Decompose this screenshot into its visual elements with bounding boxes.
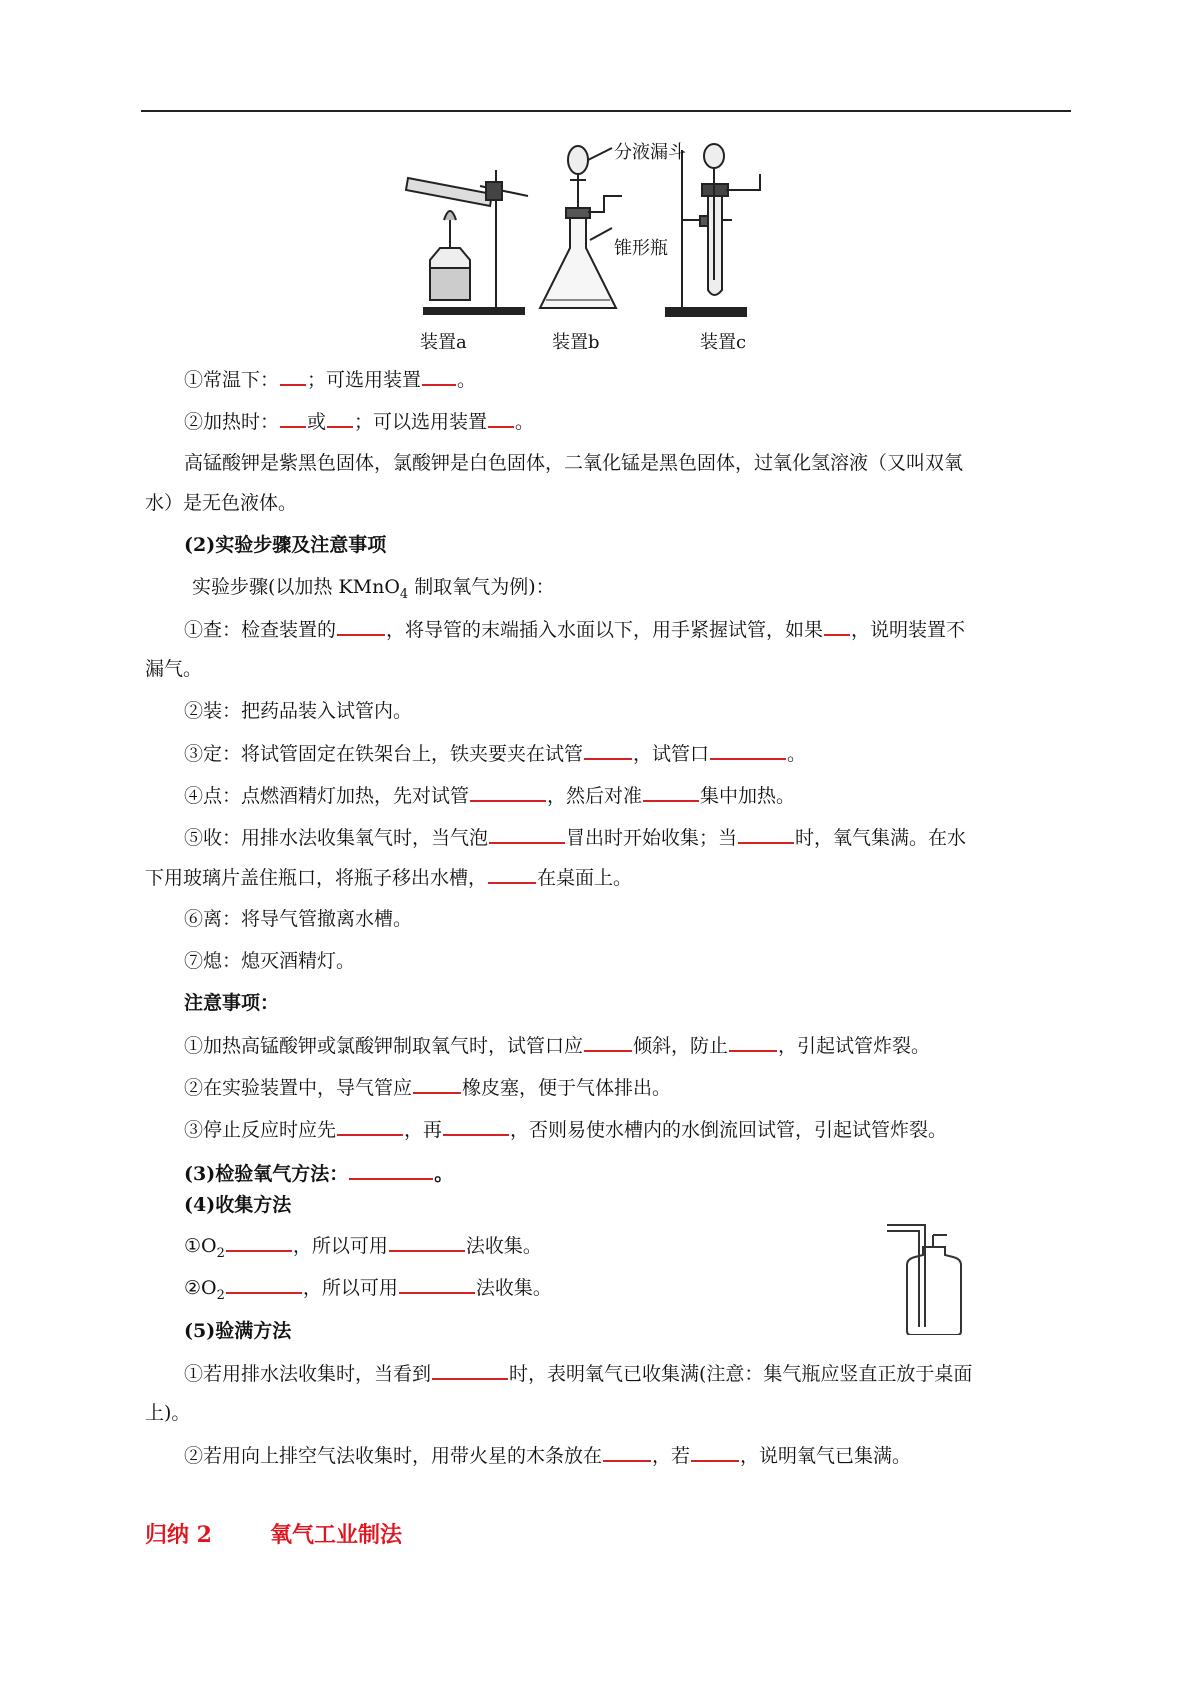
apparatus-c — [666, 144, 760, 316]
blank[interactable] — [603, 1442, 651, 1462]
step-ignite: ④点：点燃酒精灯加热，先对试管 ，然后对准 集中加热。 — [184, 782, 795, 809]
heading-steps: (2)实验步骤及注意事项 — [184, 534, 387, 556]
callout-flask: 锥形瓶 — [614, 238, 668, 259]
step-fix: ③定：将试管固定在铁架台上，铁夹要夹在试管 ，试管口 。 — [184, 740, 806, 767]
full-check-1-cont: 上)。 — [145, 1402, 191, 1424]
step-collect: ⑤收：用排水法收集氧气时，当气泡 冒出时开始收集；当 时，氧气集满。在水 — [184, 824, 966, 851]
label-b: 装置b — [552, 332, 600, 353]
blank[interactable] — [489, 824, 565, 844]
blank[interactable] — [710, 740, 786, 760]
blank[interactable] — [226, 1274, 302, 1294]
blank[interactable] — [443, 1116, 509, 1136]
blank[interactable] — [327, 408, 353, 428]
line-room-temp: ①常温下： ；可选用装置 。 — [184, 366, 476, 393]
note-2: ②在实验装置中，导气管应 橡皮塞，便于气体排出。 — [184, 1074, 671, 1101]
para-colors-1: 高锰酸钾是紫黑色固体，氯酸钾是白色固体，二氧化锰是黑色固体，过氧化氢溶液（又叫双氧 — [184, 452, 964, 474]
blank[interactable] — [584, 1032, 632, 1052]
collect-1: $①O_2$ ，所以可用 法收集。 — [184, 1232, 542, 1267]
blank[interactable] — [738, 824, 794, 844]
note-1: ①加热高锰酸钾或氯酸钾制取氧气时，试管口应 倾斜，防止 ，引起试管炸裂。 — [184, 1032, 930, 1059]
label-c: 装置c — [700, 332, 747, 353]
apparatus-figure — [400, 140, 840, 360]
section-heading-2 — [145, 1518, 402, 1549]
line-heating: ②加热时： 或 ；可以选用装置 。 — [184, 408, 534, 435]
collect-2: $②O_2$ ，所以可用 法收集。 — [184, 1274, 552, 1309]
section-title: 氧气工业制法 — [269, 1522, 402, 1548]
blank[interactable] — [488, 864, 536, 884]
apparatus-b — [540, 146, 622, 308]
apparatus-a — [406, 170, 528, 314]
blank[interactable] — [432, 1360, 508, 1380]
gas-bottle-figure — [885, 1215, 965, 1335]
heading-collection: (4)收集方法 — [184, 1194, 292, 1216]
heading-notes: 注意事项： — [184, 992, 280, 1014]
step-extinguish: ⑦熄：熄灭酒精灯。 — [184, 950, 356, 972]
blank[interactable] — [470, 782, 546, 802]
step-remove: ⑥离：将导气管撤离水槽。 — [184, 908, 413, 930]
blank[interactable] — [337, 1116, 403, 1136]
full-check-1: ①若用排水法收集时，当看到 时，表明氧气已收集满(注意：集气瓶应竖直正放于桌面 — [184, 1360, 972, 1387]
blank[interactable] — [488, 408, 514, 428]
label-a: 装置a — [420, 332, 467, 353]
heading-full-check: (5)验满方法 — [184, 1320, 292, 1342]
step-collect-cont: 下用玻璃片盖住瓶口，将瓶子移出水槽， 在桌面上。 — [145, 864, 632, 891]
blank[interactable] — [399, 1274, 475, 1294]
step-check: ①查：检查装置的 ，将导管的末端插入水面以下，用手紧握试管，如果 ，说明装置不 — [184, 616, 965, 643]
step-check-cont: 漏气。 — [145, 658, 203, 680]
blank[interactable] — [584, 740, 632, 760]
blank[interactable] — [824, 616, 850, 636]
blank[interactable] — [226, 1232, 292, 1252]
para-colors-2: 水）是无色液体。 — [145, 492, 298, 514]
steps-intro: 实验步骤(以加热 KMnO$_4$ 制取氧气为例)： — [192, 576, 555, 602]
blank[interactable] — [422, 366, 456, 386]
full-check-2: ②若用向上排空气法收集时，用带火星的木条放在 ，若 ，说明氧气已集满。 — [184, 1442, 911, 1469]
blank[interactable] — [349, 1160, 433, 1180]
blank[interactable] — [280, 408, 306, 428]
heading-test: (3)检验氧气方法： 。 — [184, 1160, 453, 1187]
blank[interactable] — [337, 616, 385, 636]
blank[interactable] — [643, 782, 699, 802]
header-rule — [141, 110, 1071, 112]
section-number: 归纳 2 — [145, 1522, 212, 1548]
callout-funnel: 分液漏斗 — [614, 142, 686, 163]
note-3: ③停止反应时应先 ，再 ，否则易使水槽内的水倒流回试管，引起试管炸裂。 — [184, 1116, 947, 1143]
blank[interactable] — [280, 366, 306, 386]
step-load: ②装：把药品装入试管内。 — [184, 700, 413, 722]
blank[interactable] — [691, 1442, 739, 1462]
blank[interactable] — [729, 1032, 777, 1052]
blank[interactable] — [389, 1232, 465, 1252]
blank[interactable] — [413, 1074, 461, 1094]
